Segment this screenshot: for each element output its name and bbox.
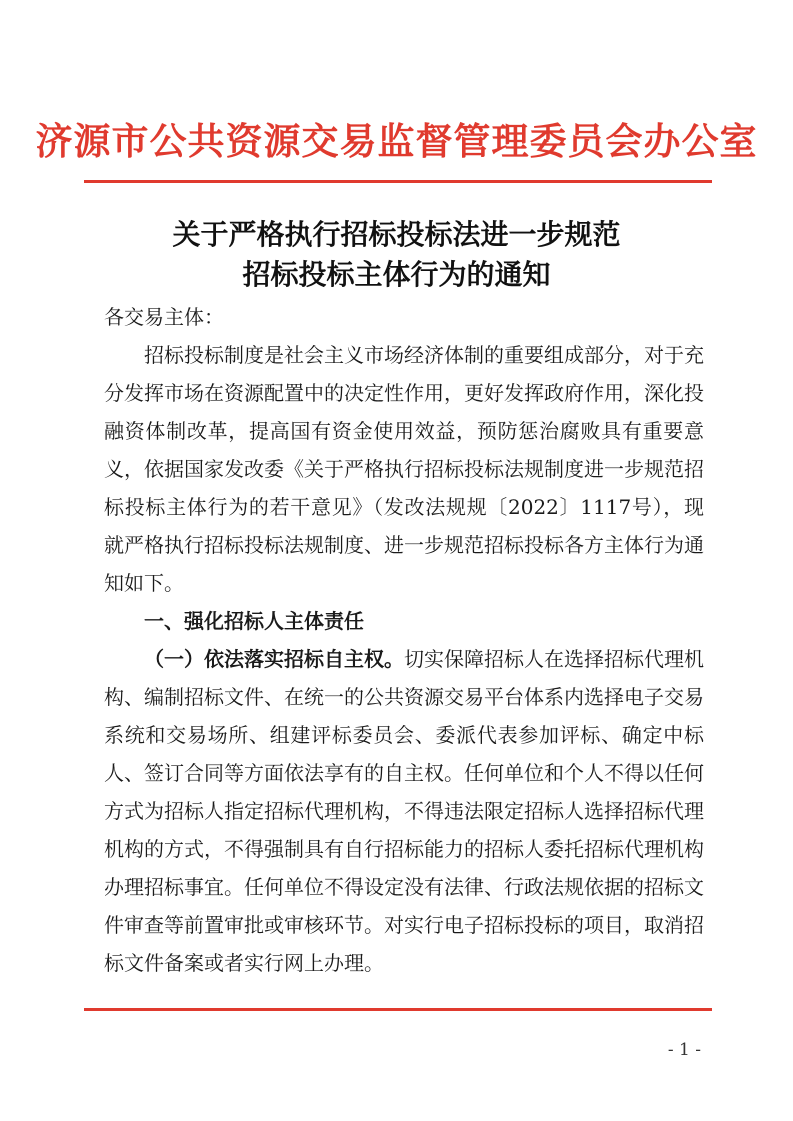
salutation: 各交易主体： [104, 305, 224, 329]
document-title-line-1: 关于严格执行招标投标法进一步规范 [172, 218, 621, 251]
document-body [104, 298, 704, 982]
issuer-header: 济源市公共资源交易监督管理委员会办公室 [35, 119, 758, 163]
intro-paragraph: 招标投标制度是社会主义市场经济体制的重要组成部分，对于充分发挥市场在资源配置中的决定性作用，更好发挥政府作用，深化投融资体制改革，提高国有资金使用效益，预防惩治腐败具有重要意义，依据国家发改委《关于严格执行招标投标法规制度进一步规范招标投标主体行为的若干意见》（发改法规规〔2022〕1117号），现就严格执行招标投标法规制度、进一步规范招标投标各方主体行为通知如下。 [104, 343, 704, 595]
document-title-line-2: 招标投标主体行为的通知 [242, 258, 551, 291]
footer-red-rule [84, 1008, 712, 1011]
page-number: - 1 - [667, 1040, 701, 1060]
item-1-paragraph [104, 640, 704, 982]
item-1-heading: （一）依法落实招标自主权。 [144, 647, 404, 671]
item-1-text: 切实保障招标人在选择招标代理机构、编制招标文件、在统一的公共资源交易平台体系内选择电子交易系统和交易场所、组建评标委员会、委派代表参加评标、确定中标人、签订合同等方面依法享有的自主权。任何单位和个人不得以任何方式为招标人指定招标代理机构，不得违法限定招标人选择招标代理机构的方式，不得强制具有自行招标能力的招标人委托招标代理机构办理招标事宜。任何单位不得设定没有法律、行政法规依据的招标文件审查等前置审批或审核环节。对实行电子招标投标的项目，取消招标文件备案或者实行网上办理。 [104, 647, 704, 975]
section-1-heading: 一、强化招标人主体责任 [144, 609, 364, 633]
header-red-rule [84, 180, 712, 183]
